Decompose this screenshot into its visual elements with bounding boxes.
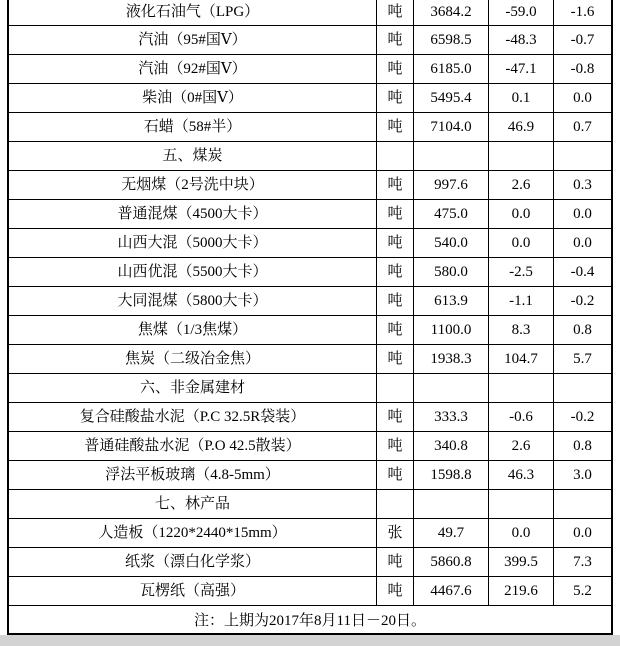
section-row: [9, 142, 611, 171]
change-cell: 2.6: [488, 432, 553, 460]
unit-cell: 吨: [376, 0, 413, 25]
table-row: [9, 0, 611, 26]
value-cell: 1598.8: [413, 461, 488, 489]
value-cell: 1100.0: [413, 316, 488, 344]
change-cell: -0.6: [488, 403, 553, 431]
pct-cell: -0.2: [553, 287, 611, 315]
change-cell: 0.0: [488, 200, 553, 228]
value-cell: 580.0: [413, 258, 488, 286]
name-cell: 五、煤炭: [162, 147, 223, 164]
table-row: [9, 461, 611, 490]
change-cell: 0.0: [488, 519, 553, 547]
pct-cell: [553, 490, 611, 518]
change-cell: 104.7: [488, 345, 553, 373]
price-table: [7, 0, 613, 635]
unit-cell: 吨: [376, 316, 413, 344]
pct-cell: -0.2: [553, 403, 611, 431]
change-cell: -47.1: [488, 55, 553, 83]
name-cell: 液化石油气（LPG）: [125, 4, 260, 20]
pct-cell: -0.7: [553, 26, 611, 54]
pct-cell: [553, 374, 611, 402]
unit-cell: 吨: [376, 345, 413, 373]
change-cell: 46.9: [488, 113, 553, 141]
unit-cell: 吨: [376, 461, 413, 489]
unit-cell: 张: [376, 519, 413, 547]
value-cell: 340.8: [413, 432, 488, 460]
name-cell: 柴油（0#国Ⅴ）: [142, 89, 243, 106]
section-row: [9, 490, 611, 519]
change-cell: [488, 374, 553, 402]
pct-cell: -0.4: [553, 258, 611, 286]
value-cell: 7104.0: [413, 113, 488, 141]
table-row: [9, 345, 611, 374]
change-cell: 2.6: [488, 171, 553, 199]
table-row: [9, 548, 611, 577]
change-cell: [488, 142, 553, 170]
pct-cell: 0.0: [553, 200, 611, 228]
unit-cell: [376, 374, 413, 402]
pct-cell: 3.0: [553, 461, 611, 489]
unit-cell: 吨: [376, 55, 413, 83]
change-cell: -48.3: [488, 26, 553, 54]
value-cell: 1938.3: [413, 345, 488, 373]
name-cell: 汽油（92#国Ⅴ）: [138, 60, 247, 77]
change-cell: 8.3: [488, 316, 553, 344]
value-cell: 475.0: [413, 200, 488, 228]
pct-cell: 0.0: [553, 84, 611, 112]
value-cell: 5495.4: [413, 84, 488, 112]
bottom-strip: [0, 635, 620, 646]
pct-cell: 0.8: [553, 316, 611, 344]
change-cell: 399.5: [488, 548, 553, 576]
change-cell: [488, 490, 553, 518]
name-cell: 山西大混（5000大卡）: [117, 234, 268, 251]
value-cell: 49.7: [413, 519, 488, 547]
value-cell: [413, 142, 488, 170]
table-row: [9, 403, 611, 432]
pct-cell: 5.2: [553, 577, 611, 605]
table-row: [9, 55, 611, 84]
table-row: [9, 171, 611, 200]
unit-cell: 吨: [376, 287, 413, 315]
name-cell: 七、林产品: [154, 495, 230, 512]
change-cell: 0.0: [488, 229, 553, 257]
table-row: [9, 26, 611, 55]
name-cell: 瓦楞纸（高强）: [139, 582, 245, 599]
table-row: [9, 258, 611, 287]
unit-cell: 吨: [376, 113, 413, 141]
value-cell: 997.6: [413, 171, 488, 199]
table-row: [9, 577, 611, 606]
name-cell: 普通硅酸盐水泥（P.O 42.5散装）: [84, 437, 301, 454]
value-cell: 6598.5: [413, 26, 488, 54]
pct-cell: 0.7: [553, 113, 611, 141]
name-cell: 人造板（1220*2440*15mm）: [98, 524, 287, 541]
change-cell: 0.1: [488, 84, 553, 112]
note-row: [9, 606, 611, 633]
pct-cell: 7.3: [553, 548, 611, 576]
unit-cell: 吨: [376, 548, 413, 576]
table-row: [9, 432, 611, 461]
name-cell: 纸浆（漂白化学浆）: [124, 553, 260, 570]
change-cell: 219.6: [488, 577, 553, 605]
table-row: [9, 287, 611, 316]
name-cell: 浮法平板玻璃（4.8-5mm）: [105, 466, 280, 483]
value-cell: [413, 490, 488, 518]
table-row: [9, 200, 611, 229]
name-cell: 焦炭（二级冶金焦）: [124, 350, 260, 367]
name-cell: 六、非金属建材: [139, 379, 245, 396]
value-cell: 3684.2: [413, 0, 488, 25]
change-cell: -1.1: [488, 287, 553, 315]
change-cell: -59.0: [488, 0, 553, 25]
change-cell: 46.3: [488, 461, 553, 489]
name-cell: 复合硅酸盐水泥（P.C 32.5R袋装）: [79, 408, 306, 425]
table-row: [9, 113, 611, 142]
pct-cell: 0.8: [553, 432, 611, 460]
unit-cell: 吨: [376, 84, 413, 112]
name-cell: 普通混煤（4500大卡）: [117, 205, 268, 222]
value-cell: 5860.8: [413, 548, 488, 576]
unit-cell: [376, 490, 413, 518]
value-cell: [413, 374, 488, 402]
pct-cell: [553, 142, 611, 170]
value-cell: 540.0: [413, 229, 488, 257]
unit-cell: 吨: [376, 200, 413, 228]
value-cell: 4467.6: [413, 577, 488, 605]
pct-cell: -0.8: [553, 55, 611, 83]
unit-cell: 吨: [376, 432, 413, 460]
unit-cell: 吨: [376, 403, 413, 431]
name-cell: 大同混煤（5800大卡）: [117, 292, 268, 309]
table-row: [9, 84, 611, 113]
table-row: [9, 519, 611, 548]
unit-cell: 吨: [376, 26, 413, 54]
pct-cell: 0.3: [553, 171, 611, 199]
value-cell: 613.9: [413, 287, 488, 315]
table-row: [9, 229, 611, 258]
pct-cell: 5.7: [553, 345, 611, 373]
name-cell: 无烟煤（2号洗中块）: [121, 176, 264, 193]
pct-cell: 0.0: [553, 229, 611, 257]
section-row: [9, 374, 611, 403]
name-cell: 石蜡（58#半）: [143, 118, 242, 135]
name-cell: 汽油（95#国Ⅴ）: [138, 31, 247, 48]
unit-cell: 吨: [376, 171, 413, 199]
unit-cell: 吨: [376, 258, 413, 286]
table-row: [9, 316, 611, 345]
unit-cell: 吨: [376, 577, 413, 605]
unit-cell: [376, 142, 413, 170]
value-cell: 333.3: [413, 403, 488, 431]
note-text: 注：上期为2017年8月11日－20日。: [194, 613, 426, 629]
pct-cell: -1.6: [553, 0, 611, 25]
pct-cell: 0.0: [553, 519, 611, 547]
unit-cell: 吨: [376, 229, 413, 257]
value-cell: 6185.0: [413, 55, 488, 83]
change-cell: -2.5: [488, 258, 553, 286]
name-cell: 焦煤（1/3焦煤）: [137, 321, 248, 338]
name-cell: 山西优混（5500大卡）: [117, 263, 268, 280]
